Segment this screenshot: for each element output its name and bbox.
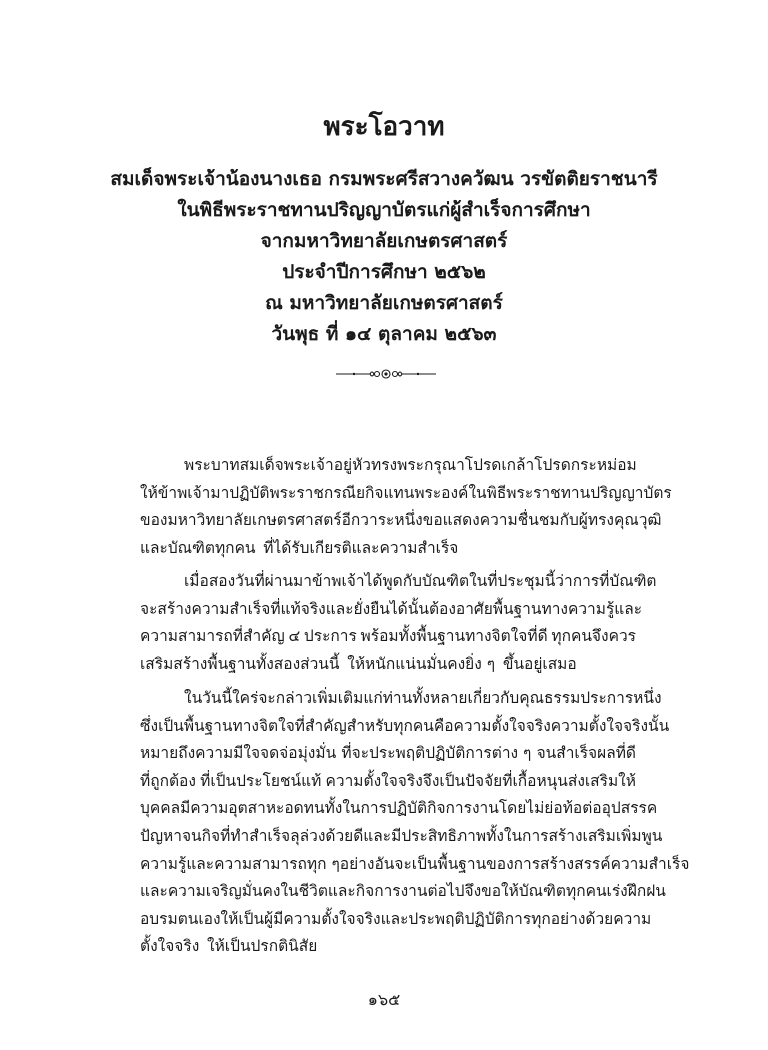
subtitle-line: ประจำปีการศึกษา ๒๕๖๒ [282,261,486,283]
text-segment: จึงขอให้บัณฑิตทุกคนเร่งฝึกฝน [464,882,666,901]
text-segment: เกี่ยวกับคุณธรรมประการหนึ่ง [467,689,662,707]
subtitle-line: วันพุธ ที่ ๑๔ ตุลาคม ๒๕๖๓ [271,323,497,345]
text-segment: ที่เป็นประโยชน์แท้ [200,771,322,790]
text-segment: ความตั้งใจจริงนั้น [550,716,670,735]
text-segment: ตั้งใจจริง [140,937,200,956]
text-segment: ใคร่จะกล่าวเพิ่มเติมแก่ท่านทั้งหลาย [232,689,468,707]
text-segment: อันจะเป็นพื้นฐานของการสร้างสรรค์ความสำเร็จ [374,854,690,873]
paragraph-3 [140,685,690,961]
text-segment: ความรู้และความสามารถทุก ๆ [140,854,340,873]
text-line [140,507,662,535]
text-segment: เสริมสร้างพื้นฐานทั้งสองส่วนนี้ [140,654,340,673]
text-line [140,768,636,796]
text-line [140,596,643,624]
text-segment: ที่ได้รับเกียรติและความสำเร็จ [263,538,459,557]
text-segment: ในพิธีพระราชทานปริญญาบัตร [468,483,672,502]
text-line [140,878,666,906]
text-line [140,713,670,741]
text-segment: ทั้งในการปฏิบัติกิจการงานโดยไม่ย่อท้อต่ออุปสรรค [324,799,658,818]
text-line [140,823,663,851]
paragraph-1 [140,452,672,562]
text-segment: ความตั้งใจจริงจึงเป็นปัจจัยที่เกื้อหนุนส่งเสริมให้ [325,771,636,790]
text-segment: จนสำเร็จผลที่ดี [536,744,636,763]
text-segment: ของมหาวิทยาลัยเกษตรศาสตร์ [140,511,342,530]
text-line [140,906,652,934]
text-segment: อย่าง [339,854,375,873]
subtitle-line: สมเด็จพระเจ้าน้องนางเธอ กรมพระศรีสวางควัฒน วรขัตติยราชนารี [110,168,658,190]
text-segment: อบรมตนเอง [140,909,221,928]
text-segment: ให้หนักแน่นมั่นคงยิ่ง ๆ [347,654,496,673]
text-line [140,452,636,480]
page-number: ๑๖๕ [367,990,401,1009]
text-segment: และประพฤติปฏิบัติการทุกอย่างด้วยความ [380,909,652,928]
text-line [140,535,636,563]
text-segment: ในวันนี้ [184,689,233,707]
text-segment: ข้าพเจ้าได้พูดกับบัณฑิตในที่ประชุมนี้ว่า [311,572,573,590]
text-line [140,740,636,768]
text-segment: ปัญหา [140,826,182,845]
text-segment: ให้ข้าพเจ้ามาปฏิบัติพระราชกรณียกิจแทนพระองค์ [140,483,469,502]
subtitle-line: ในพิธีพระราชทานปริญญาบัตรแก่ผู้สำเร็จการศึกษา [177,199,591,221]
text-segment: จนกิจที่ทำสำเร็จลุล่วงด้วยดีและมีประสิทธิภาพ [181,826,487,845]
subtitle-line: จากมหาวิทยาลัยเกษตรศาสตร์ [260,230,508,252]
text-segment: ๔ [288,627,301,646]
text-segment: ขึ้นอยู่เสมอ [502,654,577,673]
text-segment: พระบาทสมเด็จพระเจ้าอยู่หัวทรงพระกรุณาโปรดเกล้าโปรดกระหม่อม [184,456,637,474]
text-segment: บุคคลมีความอุตสาหะอดทน [140,799,325,818]
text-segment: อีกวาระหนึ่ง [341,511,423,530]
text-segment: ทั้งในการสร้างเสริมเพิ่มพูน [486,826,663,845]
page-title: พระโอวาท [323,112,445,142]
ornament-divider-icon [334,367,438,381]
text-segment: ให้เป็นผู้มีความตั้งใจจริง [220,909,381,928]
subtitle-line: ณ มหาวิทยาลัยเกษตรศาสตร์ [265,292,503,314]
text-segment: ขอแสดงความชื่นชมกับผู้ทรงคุณวุฒิ [422,511,662,530]
text-segment: ความสามารถที่สำคัญ [140,627,285,646]
text-segment: ประการ [303,627,357,646]
text-line [140,933,636,961]
text-segment: ให้เป็นปรกตินิสัย [207,937,318,956]
text-segment: ที่ถูกต้อง [140,771,196,790]
text-segment: และบัณฑิตทุกคน [140,538,256,557]
text-segment: จะสร้างความสำเร็จที่แท้จริงและยั่งยืนได้นั้น [140,599,429,618]
text-segment: และความเจริญมั่นคงในชีวิตและกิจการงานต่อไป [140,882,465,901]
text-segment: การที่บัณฑิต [572,572,657,590]
text-line [140,795,658,823]
text-segment: ทุกคนจึงควร [551,627,636,646]
text-line [140,651,636,679]
text-segment: คือความตั้งใจจริง [433,716,551,735]
text-line [140,568,657,596]
paragraph-2 [140,568,657,678]
text-line [140,685,662,713]
text-line [140,851,690,879]
text-segment: พร้อมทั้งพื้นฐานทางจิตใจที่ดี [360,627,548,646]
text-segment: ที่จะประพฤติปฏิบัติการต่าง ๆ [341,744,532,763]
text-segment: ต้องอาศัยพื้นฐานทางความรู้และ [428,599,643,618]
text-segment: ซึ่งเป็นพื้นฐานทางจิตใจที่สำคัญสำหรับทุกคน [140,716,434,735]
text-line [140,623,636,651]
text-segment: หมายถึงความมีใจจดจ่อมุ่งมั่น [140,744,337,763]
text-segment: เมื่อสองวันที่ผ่านมา [184,572,312,590]
text-line [140,480,672,508]
